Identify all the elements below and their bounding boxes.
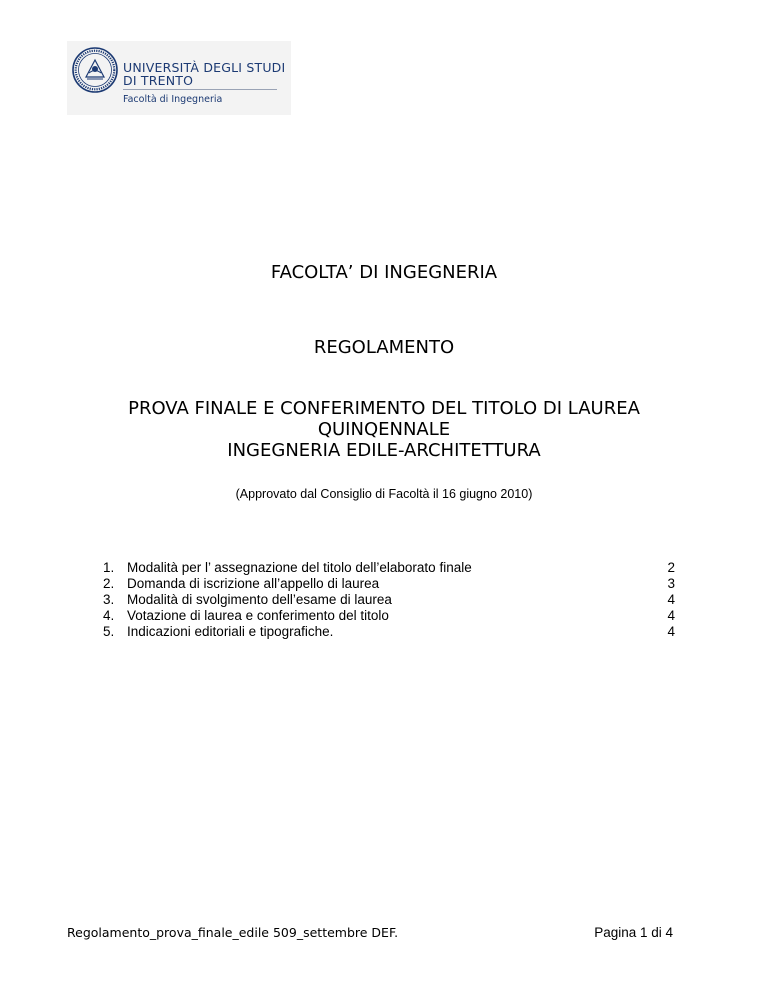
logo-divider xyxy=(123,89,277,90)
toc-item xyxy=(103,592,675,608)
toc-item xyxy=(103,624,675,640)
university-name: UNIVERSITÀ DEGLI STUDI DI TRENTO xyxy=(123,60,286,88)
toc-item-title: Votazione di laurea e conferimento del titolo xyxy=(127,608,389,623)
toc-item-page: 4 xyxy=(667,624,675,639)
toc-item-title: Modalità di svolgimento dell’esame di laurea xyxy=(127,592,392,607)
faculty-title: FACOLTA’ DI INGEGNERIA xyxy=(270,262,498,283)
toc-item-number: 2. xyxy=(103,576,115,591)
university-logo xyxy=(67,41,291,115)
approval-note: (Approvato dal Consiglio di Facoltà il 16 giugno 2010) xyxy=(235,487,533,501)
toc-item xyxy=(103,560,675,576)
logo-faculty-name: Facoltà di Ingegneria xyxy=(123,94,223,105)
toc-item-number: 4. xyxy=(103,608,115,623)
toc-item xyxy=(103,576,675,592)
toc-item-number: 5. xyxy=(103,624,115,639)
toc-item-page: 2 xyxy=(667,560,675,575)
document-subject-text: PROVA FINALE E CONFERIMENTO DEL TITOLO DI LAUREA QUINQENNALE INGEGNERIA EDILE-ARCHITETTURA xyxy=(128,398,640,461)
toc-item-title: Indicazioni editoriali e tipografiche. xyxy=(127,624,334,639)
toc-item-title: Modalità per l’ assegnazione del titolo dell’elaborato finale xyxy=(127,560,472,575)
table-of-contents xyxy=(103,560,675,640)
toc-item xyxy=(103,608,675,624)
university-seal-icon xyxy=(72,47,118,93)
document-subject xyxy=(0,398,768,461)
document-type: REGOLAMENTO xyxy=(313,337,455,358)
toc-item-page: 4 xyxy=(667,592,675,607)
toc-item-number: 3. xyxy=(103,592,115,607)
toc-item-page: 3 xyxy=(667,576,675,591)
toc-item-title: Domanda di iscrizione all’appello di laurea xyxy=(127,576,380,591)
toc-item-page: 4 xyxy=(667,608,675,623)
toc-item-number: 1. xyxy=(103,560,115,575)
footer-page-number: Pagina 1 di 4 xyxy=(594,925,673,940)
footer-filename: Regolamento_prova_finale_edile 509_settembre DEF. xyxy=(67,925,399,940)
